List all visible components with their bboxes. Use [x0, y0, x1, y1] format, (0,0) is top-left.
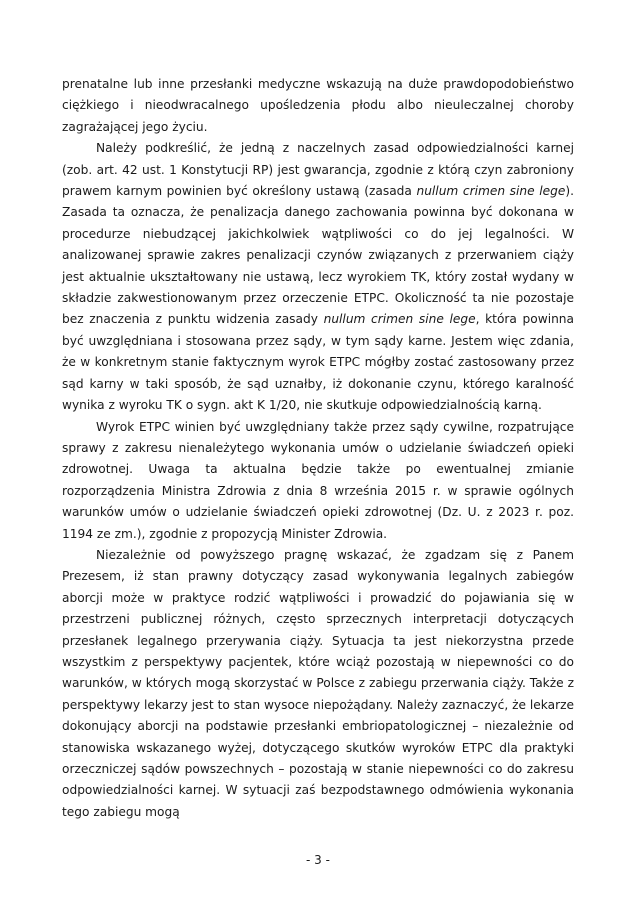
body-text: [62, 74, 574, 823]
page-number: - 3 -: [306, 853, 330, 867]
italic-phrase: nullum crimen sine lege: [323, 312, 476, 327]
text-segment: Niezależnie od powyższego pragnę wskazać, że zgadzam się z Panem Prezesem, iż stan prawny dotyczący zasad wykonywania legalnych zabiegów aborcji może w praktyce rodzić wątpliwości i prowadzić do pojawiania się w przestrzeni publicznej różnych, często sprzecznych interpretacji dotyczących przesłanek legalnego przerywania ciąży. Sytuacja ta jest niekorzystna przede wszystkim z perspektywy pacjentek, które wciąż pozostają w niepewności co do warunków, w których mogą skorzystać w Polsce z zabiegu przerwania ciąży. Także z perspektywy lekarzy jest to stan wysoce niepożądany. Należy zaznaczyć, że lekarze dokonujący aborcji na podstawie przesłanki embriopatologicznej – niezależnie od stanowiska wskazanego wyżej, dotyczącego skutków wyroków ETPC dla praktyki orzeczniczej sądów powszechnych – pozostają w stanie niepewności co do zakresu odpowiedzialności karnej. W sytuacji zaś bezpodstawnego odmówienia wykonania tego zabiegu mogą: [62, 547, 574, 819]
text-segment: Wyrok ETPC winien być uwzględniany także przez sądy cywilne, rozpatrujące sprawy z zakresu nienależytego wykonania umów o udzielanie świadczeń opieki zdrowotnej. Uwaga ta aktualna będzie także po ewentualnej zmianie rozporządzenia Ministra Zdrowia z dnia 8 września 2015 r. w sprawie ogólnych warunków umów o udzielanie świadczeń opieki zdrowotnej (Dz. U. z 2023 r. poz. 1194 ze zm.), zgodnie z propozycją Minister Zdrowia.: [62, 419, 574, 541]
text-segment: Należy podkreślić, że jedną z naczelnych zasad odpowiedzialności karnej (zob. art. 42 ust. 1 Konstytucji RP) jest gwarancja, zgodnie z którą czyn zabroniony prawem karnym powinien być określony ustawą (zasada: [62, 141, 574, 199]
text-segment: ). Zasada ta oznacza, że penalizacja danego zachowania powinna być dokonana w procedurze niebudzącej jakichkolwiek wątpliwości co do jej legalności. W analizowanej sprawie zakres penalizacji czynów związanych z przerwaniem ciąży jest aktualnie ukształtowany nie ustawą, lecz wyrokiem TK, który został wydany w składzie zakwestionowanym przez orzeczenie ETPC. Okoliczność ta nie pozostaje bez znaczenia z punktu widzenia zasady: [62, 184, 574, 327]
text-segment: , która powinna być uwzględniana i stosowana przez sądy, w tym sądy karne. Jestem więc zdania, że w konkretnym stanie faktycznym wyrok ETPC mógłby zostać zastosowany przez sąd karny w taki sposób, że sąd uznałby, iż dokonanie czynu, którego karalność wynika z wyroku TK o sygn. akt K 1/20, nie skutkuje odpowiedzialnością karną.: [62, 312, 575, 413]
paragraph: [62, 545, 574, 823]
italic-phrase: nullum crimen sine lege: [416, 184, 566, 199]
paragraph: [62, 138, 574, 416]
text-segment: prenatalne lub inne przesłanki medyczne wskazują na duże prawdopodobieństwo ciężkiego i nieodwracalnego upośledzenia płodu albo nieuleczalnej choroby zagrażającej jego życiu.: [62, 77, 574, 134]
paragraph: [62, 417, 574, 545]
paragraph: [62, 74, 574, 138]
